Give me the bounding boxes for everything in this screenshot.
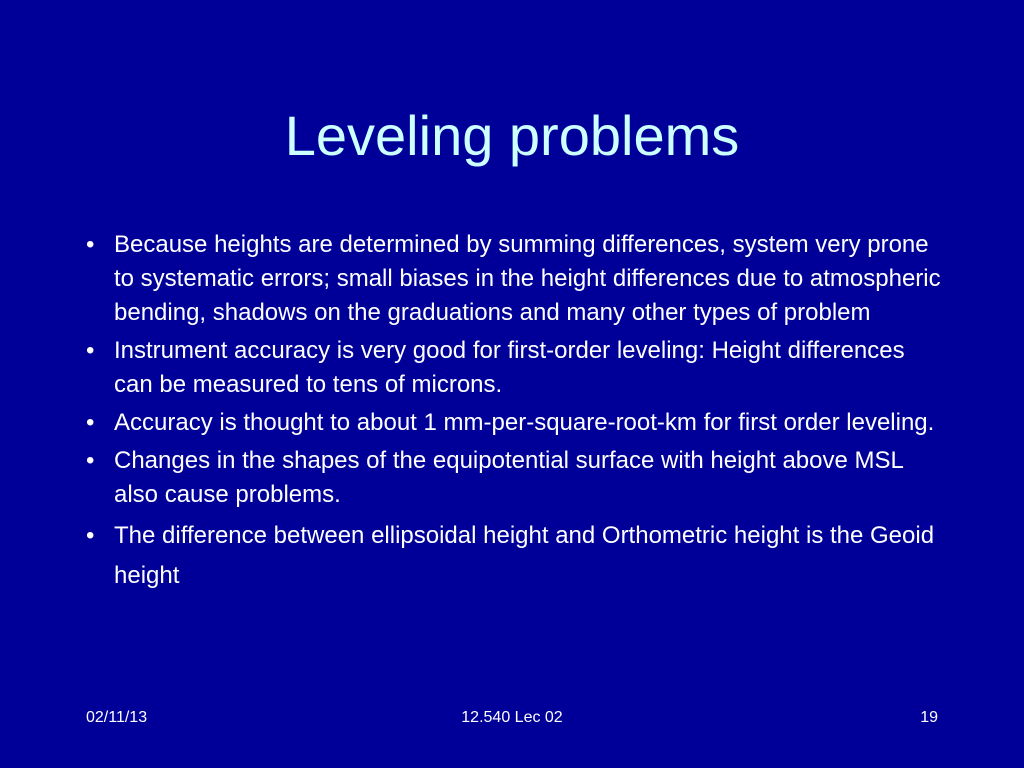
bullet-list: [86, 228, 946, 600]
footer-date: 02/11/13: [86, 709, 148, 726]
bullet-text: Accuracy is thought to about 1 mm-per-square-root-km for first order leveling.: [114, 409, 935, 436]
bullet-item: [86, 228, 946, 330]
footer-page-number: 19: [920, 709, 938, 726]
bullet-dot-icon: •: [86, 447, 95, 474]
bullet-item: [86, 444, 946, 512]
bullet-item: [86, 406, 946, 440]
slide-title: Leveling problems: [284, 104, 740, 167]
bullet-dot-icon: •: [86, 337, 95, 364]
bullet-text: Because heights are determined by summing differences, system very prone to systematic errors; small biases in the height differences due to atmospheric bending, shadows on the graduations and many other types of problem: [114, 231, 941, 326]
bullet-item: [86, 516, 946, 596]
bullet-text: The difference between ellipsoidal height and Orthometric height is the Geoid height: [114, 522, 935, 589]
bullet-text: Instrument accuracy is very good for first-order leveling: Height differences can be measured to tens of microns.: [114, 337, 905, 398]
footer-course: 12.540 Lec 02: [461, 709, 563, 726]
bullet-dot-icon: •: [86, 231, 95, 258]
bullet-text: Changes in the shapes of the equipotential surface with height above MSL also cause problems.: [114, 447, 903, 508]
bullet-dot-icon: •: [86, 409, 95, 436]
bullet-item: [86, 334, 946, 402]
bullet-dot-icon: •: [86, 522, 95, 549]
